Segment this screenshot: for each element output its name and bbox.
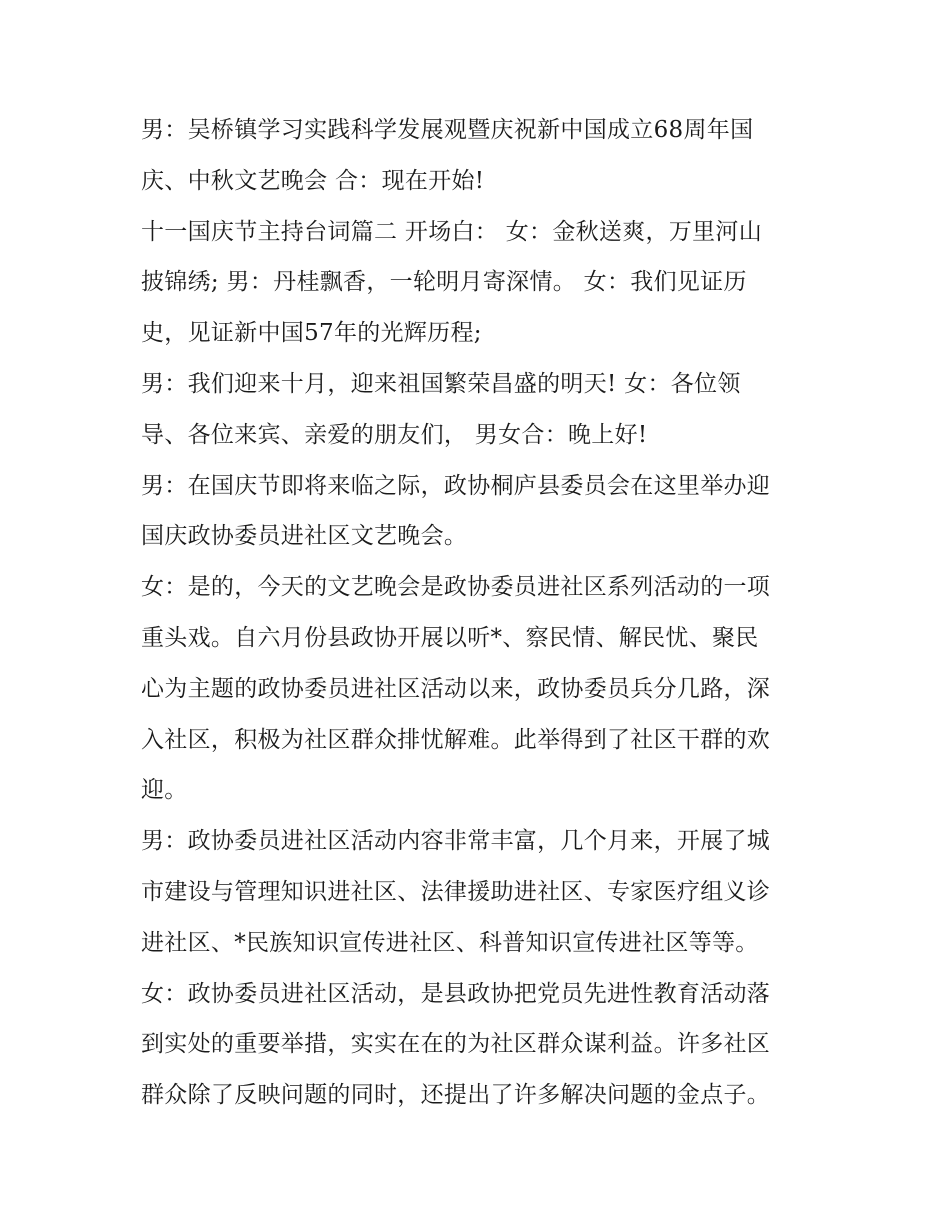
text-line: 十一国庆节主持台词篇二 开场白： 女：金秋送爽，万里河山 <box>141 218 763 245</box>
text-line: 男：在国庆节即将来临之际，政协桐庐县委员会在这里举办迎 <box>141 472 771 499</box>
text-line: 女：政协委员进社区活动，是县政协把党员先进性教育活动落 <box>141 980 771 1007</box>
text-line: 史，见证新中国57年的光辉历程; <box>141 320 482 347</box>
text-line: 女：是的，今天的文艺晚会是政协委员进社区系列活动的一项 <box>141 574 771 601</box>
text-line: 到实处的重要举措，实实在在的为社区群众谋利益。许多社区 <box>141 1031 771 1058</box>
text-line: 群众除了反映问题的同时，还提出了许多解决问题的金点子。 <box>141 1082 771 1109</box>
text-line: 披锦绣; 男：丹桂飘香，一轮明月寄深情。 女：我们见证历 <box>141 269 747 296</box>
text-line: 进社区、*民族知识宣传进社区、科普知识宣传进社区等等。 <box>141 929 759 956</box>
text-line: 重头戏。自六月份县政协开展以听*、察民情、解民忧、聚民 <box>141 624 759 651</box>
text-line: 国庆政协委员进社区文艺晚会。 <box>141 523 468 550</box>
text-line: 男：政协委员进社区活动内容非常丰富，几个月来，开展了城 <box>141 828 771 855</box>
text-line: 入社区，积极为社区群众排忧解难。此举得到了社区干群的欢 <box>141 726 771 753</box>
text-line: 导、各位来宾、亲爱的朋友们， 男女合：晚上好! <box>141 421 648 448</box>
text-line: 心为主题的政协委员进社区活动以来，政协委员兵分几路，深 <box>141 675 771 702</box>
text-line: 男：吴桥镇学习实践科学发展观暨庆祝新中国成立68周年国 <box>141 117 754 143</box>
document-body <box>141 105 821 1121</box>
text-line: 庆、中秋文艺晚会 合：现在开始! <box>141 167 485 194</box>
text-line: 市建设与管理知识进社区、法律援助进社区、专家医疗组义诊 <box>141 878 771 905</box>
text-line: 迎。 <box>141 777 188 804</box>
text-line: 男：我们迎来十月，迎来祖国繁荣昌盛的明天! 女：各位领 <box>141 370 741 397</box>
